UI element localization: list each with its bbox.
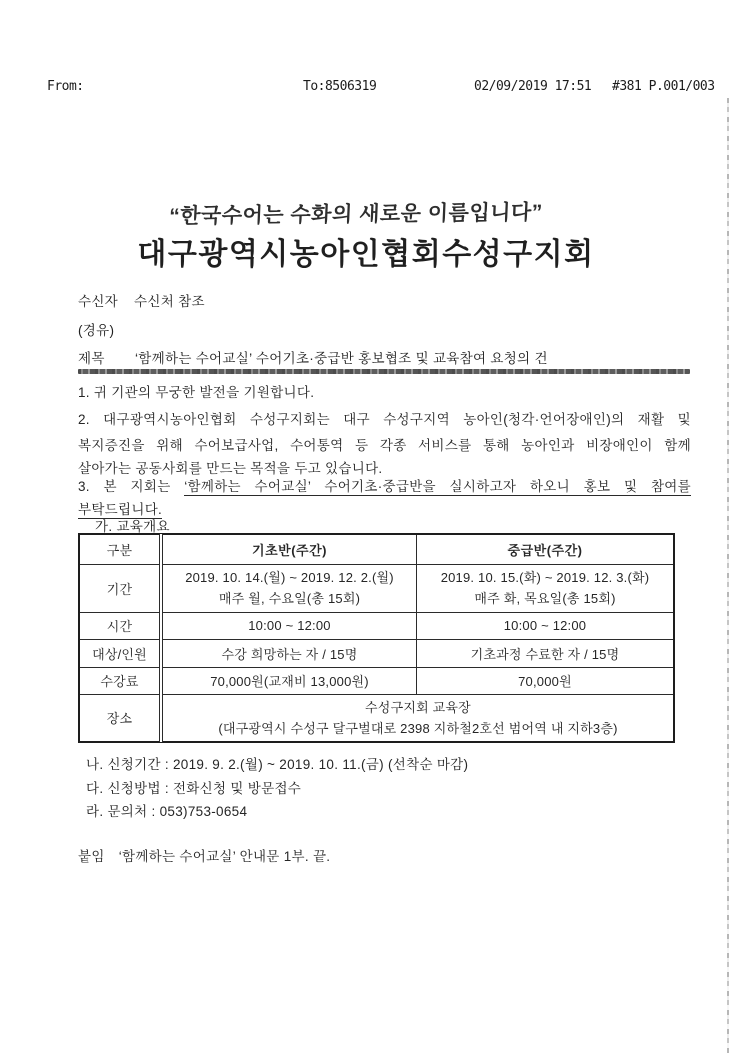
table-header-row (79, 534, 674, 564)
item-application-period: 나. 신청기간 : 2019. 9. 2.(월) ~ 2019. 10. 11.(금) (선착순 마감) (86, 757, 469, 772)
term-intermediate-dates: 2019. 10. 15.(화) ~ 2019. 12. 3.(화) (440, 570, 650, 585)
section-heading-ga: 가. 교육개요 (95, 519, 170, 534)
fax-from-label: From: (47, 79, 84, 94)
target-basic-cell: 수강 희망하는 자 / 15명 (161, 639, 417, 667)
course-overview-table (78, 533, 675, 743)
via-line: (경유) (78, 323, 115, 338)
paragraph-3-underlined-text: ‘함께하는 수어교실’ 수어기초·중급반을 실시하고자 하오니 홍보 및 참여를 (184, 479, 691, 494)
term-basic-cell (161, 564, 417, 612)
fax-datetime: 02/09/2019 17:51 (474, 79, 592, 94)
subject-value: ‘함께하는 수어교실’ 수어기초·중급반 홍보협조 및 교육참여 요청의 건 (135, 351, 548, 366)
fax-to-number: To:8506319 (303, 79, 377, 94)
table-row-term (79, 564, 674, 612)
row-label-fee: 수강료 (79, 667, 161, 694)
table-row-fee (79, 667, 674, 694)
attachment-label: 붙임 (78, 849, 105, 864)
fee-basic-cell: 70,000원(교재비 13,000원) (161, 667, 417, 694)
recipient-line (78, 290, 205, 310)
organization-title: 대구광역시농아인협회수성구지회 (137, 238, 595, 271)
body-paragraph-2-line-1: 2. 대구광역시농아인협회 수성구지회는 대구 수성구지역 농아인(청각·언어장애인)의 재활 및 (78, 412, 691, 427)
table-row-place (79, 694, 674, 742)
body-paragraph-2-line-3: 살아가는 공동사회를 만드는 목적을 두고 있습니다. (78, 461, 383, 476)
target-intermediate-cell: 기초과정 수료한 자 / 15명 (417, 639, 675, 667)
table-header-intermediate-class: 중급반(주간) (417, 534, 675, 564)
recipient-label: 수신자 (78, 294, 119, 309)
attachment-closing-line (78, 845, 330, 865)
row-label-place: 장소 (79, 694, 161, 742)
row-label-term: 기간 (79, 564, 161, 612)
table-row-target (79, 639, 674, 667)
table-row-time (79, 612, 674, 639)
paragraph-3-prefix: 3. 본 지회는 (78, 479, 185, 494)
term-basic-dates: 2019. 10. 14.(월) ~ 2019. 12. 2.(월) (185, 570, 394, 585)
term-intermediate-days: 매주 화, 목요일(총 15회) (474, 591, 616, 606)
term-basic-days: 매주 월, 수요일(총 15회) (218, 591, 361, 606)
table-header-category: 구분 (79, 534, 161, 564)
item-contact-phone: 라. 문의처 : 053)753-0654 (86, 804, 248, 819)
fee-intermediate-cell: 70,000원 (417, 667, 675, 694)
place-merged-cell (161, 694, 674, 742)
body-paragraph-2-line-2: 복지증진을 위해 수어보급사업, 수어통역 등 각종 서비스를 통해 농아인과 비장애인이 함께 (78, 438, 691, 453)
attachment-text: ‘함께하는 수어교실’ 안내문 1부. 끝. (118, 849, 331, 864)
row-label-time: 시간 (79, 612, 161, 639)
place-address: (대구광역시 수성구 달구벌대로 2398 지하철2호선 범어역 내 지하3층) (218, 720, 618, 736)
time-intermediate-cell: 10:00 ~ 12:00 (417, 612, 675, 639)
place-name: 수성구지회 교육장 (365, 699, 471, 715)
subject-line (78, 347, 548, 367)
letterhead-slogan: “한국수어는 수화의 새로운 이름입니다” (168, 201, 544, 228)
table-header-basic-class: 기초반(주간) (161, 534, 417, 564)
header-separator-rule (78, 369, 690, 374)
term-intermediate-cell (417, 564, 675, 612)
item-application-method: 다. 신청방법 : 전화신청 및 방문접수 (86, 781, 302, 796)
body-paragraph-1: 1. 귀 기관의 무궁한 발전을 기원합니다. (78, 385, 315, 400)
paragraph-3-underlined-text-2: 부탁드립니다. (78, 502, 163, 517)
body-paragraph-3-line-1 (78, 477, 691, 497)
time-basic-cell: 10:00 ~ 12:00 (161, 612, 417, 639)
subject-label: 제목 (78, 351, 105, 366)
row-label-target: 대상/인원 (79, 639, 161, 667)
recipient-value: 수신처 참조 (134, 294, 205, 309)
fax-page-number: #381 P.001/003 (612, 79, 715, 94)
